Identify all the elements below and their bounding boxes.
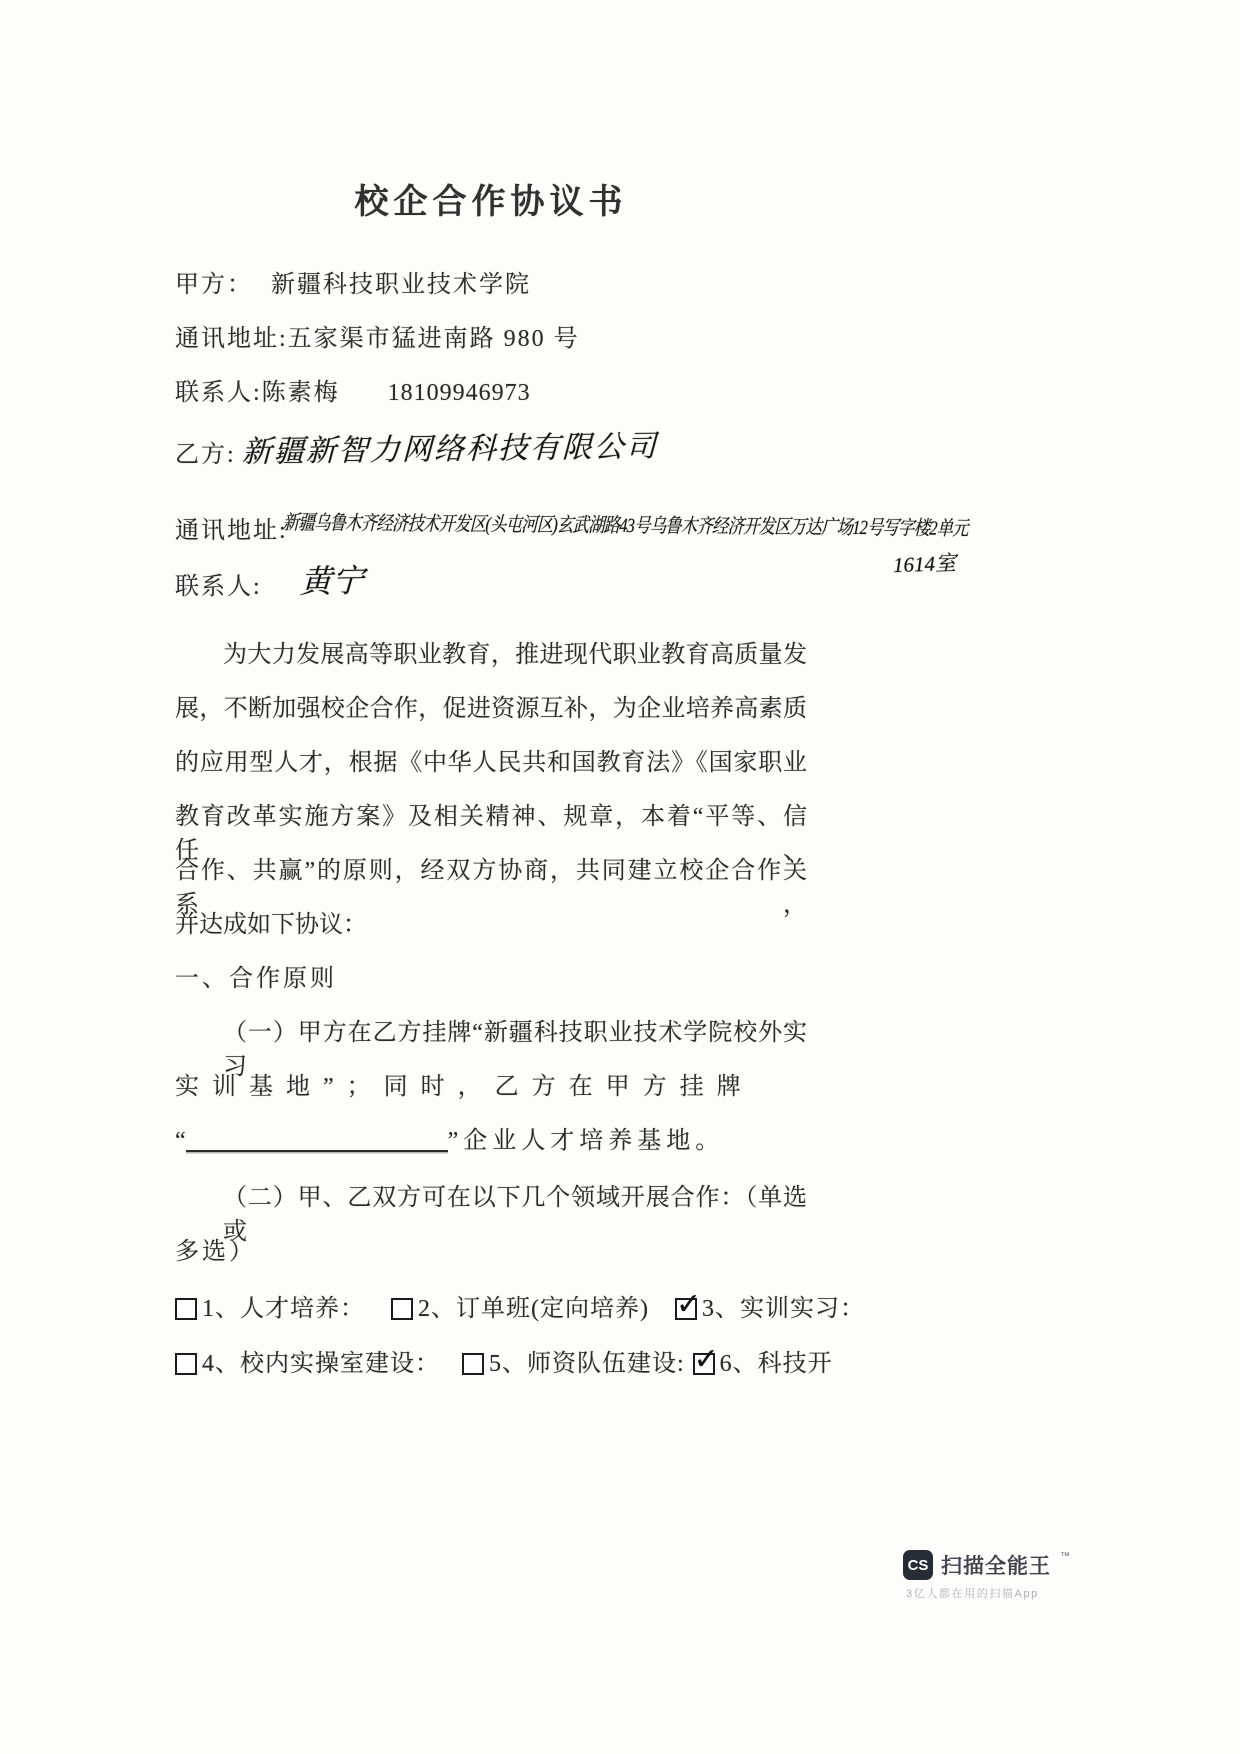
checkbox-icon [462, 1353, 484, 1375]
party-b-contact-handwritten: 黄宁 [299, 562, 365, 600]
preamble-line: 的应用型人才，根据《中华人民共和国教育法》《国家职业 [175, 750, 807, 776]
party-b-address-label: 通讯地址: [175, 518, 288, 544]
party-a-label: 甲方： [175, 272, 253, 298]
preamble-line: 并达成如下协议： [175, 912, 367, 938]
party-a-name-line [175, 268, 807, 302]
trademark-symbol: ™ [1060, 1550, 1070, 1562]
option-label: 1、人才培养： [202, 1296, 365, 1322]
checkbox-option-5 [462, 1347, 685, 1381]
preamble-line: 展，不断加强校企合作，促进资源互补，为企业培养高素质 [175, 696, 807, 722]
checkbox-option-3 [675, 1287, 865, 1326]
preamble-line: 教育改革实施方案》及相关精神、规章，本着“平等、信任、 [175, 804, 807, 864]
check-mark: ✓ [675, 1287, 703, 1322]
options-row-1 [175, 1287, 865, 1326]
options-row-2 [175, 1342, 833, 1381]
camscanner-tagline: 3亿人都在用的扫描App [906, 1588, 1039, 1600]
party-b-contact-label: 联系人: [175, 574, 262, 600]
camscanner-logo-row [903, 1550, 1070, 1580]
fill-in-blank-underline [186, 1124, 448, 1152]
preamble-line: 为大力发展高等职业教育，推进现代职业教育高质量发 [223, 642, 807, 668]
camscanner-logo-icon: CS [903, 1550, 933, 1580]
checkbox-option-6 [693, 1342, 833, 1381]
section-1-heading: 一、合作原则 [175, 966, 337, 992]
check-mark: ✓ [693, 1342, 720, 1377]
document-title: 校企合作协议书 [354, 184, 628, 221]
option-label: 5、师资队伍建设: [489, 1351, 685, 1377]
party-a-contact-phone: 18109946973 [387, 380, 531, 406]
option-label: 2、订单班(定向培养) [418, 1296, 649, 1322]
option-label: 4、校内实操室建设： [202, 1351, 440, 1377]
checkbox-option-2 [391, 1292, 649, 1326]
party-b-name-handwritten: 新疆新智力网络科技有限公司 [241, 430, 659, 469]
party-a-contact-name: 陈素梅 [261, 380, 340, 406]
checkbox-icon [175, 1298, 197, 1320]
party-a-contact-label: 联系人: [175, 380, 262, 406]
party-a-contact-line [175, 376, 807, 410]
checkbox-option-4 [175, 1347, 440, 1381]
clause-2-line-1: （二）甲、乙双方可在以下几个领域开展合作：（单选或 [223, 1185, 807, 1245]
party-a-address-line [175, 322, 807, 356]
option-label: 3、实训实习： [701, 1296, 865, 1322]
camscanner-watermark [903, 1550, 1070, 1601]
party-b-address-handwritten: 新疆乌鲁木齐经济技术开发区(头屯河区)玄武湖路43号乌鲁木齐经济开发区万达广场12号写字楼2单元 [282, 512, 969, 540]
party-b-contact-line [175, 570, 807, 604]
open-quote: “ [175, 1128, 186, 1154]
checkbox-icon [693, 1342, 720, 1377]
party-b-label: 乙方: [175, 442, 236, 468]
clause-1-line-1: （一）甲方在乙方挂牌“新疆科技职业技术学院校外实习 [223, 1020, 807, 1080]
checkbox-icon [391, 1298, 413, 1320]
party-a-name: 新疆科技职业技术学院 [271, 272, 531, 298]
party-b-address-room-handwritten: 1614室 [892, 550, 957, 578]
option-label: 6、科技开 [719, 1351, 833, 1377]
clause-1-line-3 [175, 1124, 807, 1158]
preamble-line: 合作、共赢”的原则，经双方协商，共同建立校企合作关系， [175, 858, 807, 918]
party-a-address: 五家渠市猛进南路 980 号 [287, 326, 580, 352]
clause-2-line-2: 多选） [175, 1239, 256, 1265]
camscanner-logo-text: 扫描全能王 [941, 1555, 1051, 1578]
checkbox-icon [675, 1287, 703, 1322]
clause-1-line-3-text: ”企业人才培养基地。 [447, 1128, 725, 1154]
party-a-address-label: 通讯地址: [175, 326, 288, 352]
checkbox-option-1 [175, 1292, 365, 1326]
checkbox-icon [175, 1353, 197, 1375]
clause-1-line-2: 实训基地”；同时，乙方在甲方挂牌 [175, 1074, 754, 1100]
